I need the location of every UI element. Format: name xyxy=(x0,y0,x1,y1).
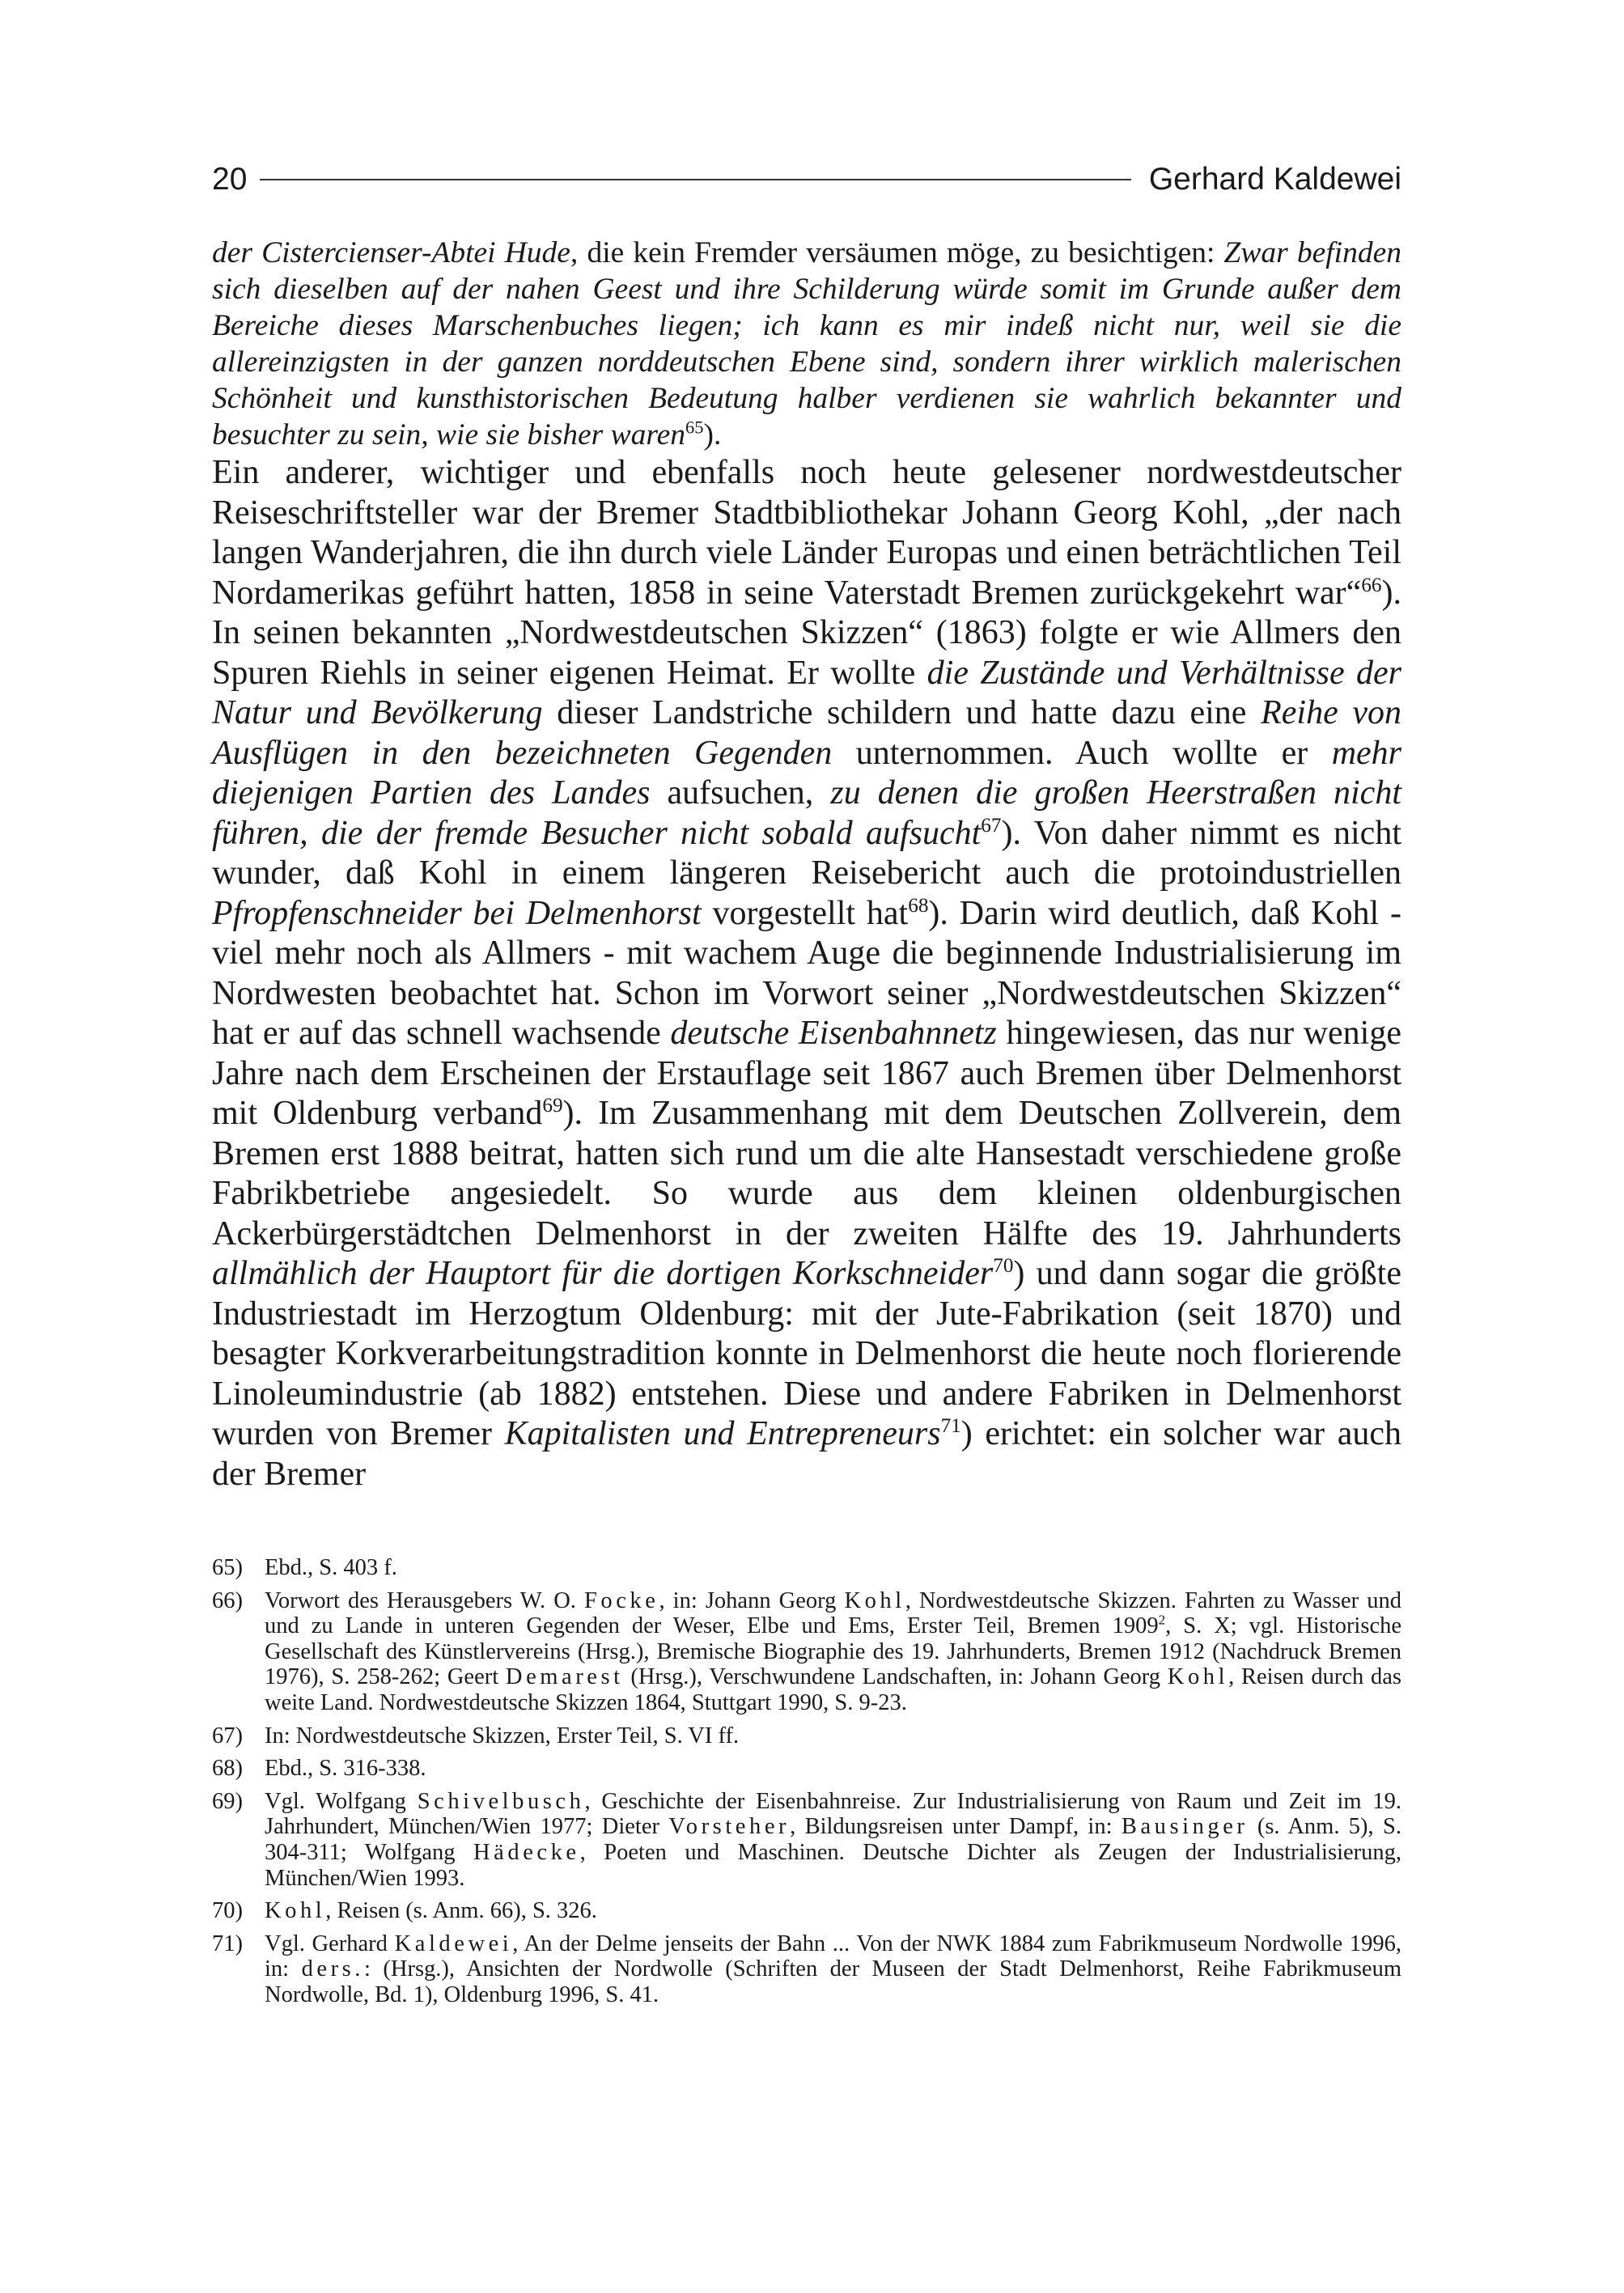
fn-run: Vorwort des Herausgebers W. O. xyxy=(265,1587,584,1613)
footnote-ref-67: 67 xyxy=(981,814,1002,837)
footnote-number: 65) xyxy=(212,1555,243,1580)
footnote-ref-66: 66 xyxy=(1361,574,1382,596)
fn-author-name: Hädecke xyxy=(473,1839,580,1865)
footnote-ref-68: 68 xyxy=(908,894,929,917)
italic-run: allmählich der Hauptort für die dortigen Korkschneider xyxy=(212,1255,994,1292)
footnote-70 xyxy=(212,1898,1401,1924)
fn-author-name: Vorsteher xyxy=(668,1814,791,1840)
fn-author-name: Bausinger xyxy=(1121,1814,1249,1840)
footnote-68 xyxy=(212,1756,1401,1782)
fn-author-name: Focke xyxy=(584,1587,659,1613)
footnote-ref-71: 71 xyxy=(940,1415,961,1437)
quote-text-4: ). xyxy=(703,418,722,451)
fn-author-name: Kaldewei xyxy=(394,1931,513,1956)
fn-run: , Reisen durch das weite Land. Nordwestdeutsche Skizzen 1864, Stuttgart 1990, S. 9-23. xyxy=(265,1664,1401,1715)
fn-author-name: Kohl xyxy=(265,1898,326,1924)
footnote-number: 70) xyxy=(212,1898,243,1924)
text-run: ). Im Zusammenhang mit dem Deutschen Zollverein, dem Bremen erst 1888 beitrat, hatten sich rund um die alte Hansestadt verschiedene große Fabrikbetriebe angesiedelt. So wurde aus dem kleinen oldenburgischen Ackerbürgerstädtchen Delmenhorst in der zweiten Hälfte des 19. Jahrhunderts xyxy=(212,1095,1401,1252)
footnote-66 xyxy=(212,1588,1401,1716)
footnote-67 xyxy=(212,1723,1401,1749)
fn-run: , Geschichte der Eisenbahnreise. Zur Industrialisierung von Raum und Zeit im 19. Jahrhundert, München/Wien 1977; Dieter xyxy=(265,1788,1401,1840)
quote-paragraph xyxy=(212,235,1401,453)
body-paragraph xyxy=(212,453,1401,1494)
italic-run: Reihe von Ausflügen in den bezeichneten Gegenden xyxy=(212,694,1402,772)
quote-text-2: die kein Fremder versäumen möge, zu besichtigen: xyxy=(578,236,1224,269)
italic-run: deutsche Eisenbahnnetz xyxy=(670,1015,997,1052)
footnote-69 xyxy=(212,1789,1401,1891)
footnote-ref-70: 70 xyxy=(993,1255,1014,1277)
fn-edition-sup: 2 xyxy=(1158,1612,1166,1628)
italic-run: Kapitalisten und Entrepreneurs xyxy=(504,1415,941,1452)
footnote-text xyxy=(265,1588,1401,1716)
footnote-ref-69: 69 xyxy=(542,1095,563,1117)
running-header xyxy=(212,162,1401,197)
fn-author-name: Kohl xyxy=(844,1587,905,1613)
footnote-65 xyxy=(212,1555,1401,1581)
italic-run: Pfropfenschneider bei Delmenhorst xyxy=(212,894,702,932)
text-run: aufsuchen, xyxy=(650,774,831,812)
main-text xyxy=(212,235,1401,1494)
fn-author-name: ders. xyxy=(301,1956,364,1982)
italic-run: die Zustände und Verhältnisse der Natur und Bevölkerung xyxy=(212,654,1401,731)
footnote-number: 69) xyxy=(212,1788,243,1814)
fn-run: (s. Anm. 5), S. 304-311; Wolfgang xyxy=(265,1814,1401,1865)
footnote-71 xyxy=(212,1931,1401,2008)
footnote-text xyxy=(265,1931,1401,2008)
footnote-text: Ebd., S. 403 f. xyxy=(265,1555,397,1580)
text-run: Ein anderer, wichtiger und ebenfalls noch heute gelesener nordwestdeutscher Reiseschriftsteller war der Bremer Stadtbibliothekar Johann Georg Kohl, „der nach langen Wanderjahren, die ihn durch viele Länder Europas und einen beträchtlichen Teil Nordamerikas geführt hatten, 1858 in seine Vaterstadt Bremen zurückgekehrt war“ xyxy=(212,454,1401,612)
fn-run: , S. X; vgl. Historische Gesellschaft des Künstlervereins (Hrsg.), Bremische Biographie des 19. Jahrhunderts, Bremen 1912 (Nachdruck Bremen 1976), S. 258-262; Geert xyxy=(265,1613,1401,1690)
fn-run: (Hrsg.), Verschwundene Landschaften, in: Johann Georg xyxy=(623,1664,1168,1690)
text-run: ). Von daher nimmt es nicht wunder, daß Kohl in einem längeren Reisebericht auch die protoindustriellen xyxy=(212,814,1401,892)
footnote-text: Ebd., S. 316-338. xyxy=(265,1756,426,1782)
italic-run: zu denen die großen Heerstraßen nicht führen, die der fremde Besucher nicht sobald aufsucht xyxy=(212,774,1401,852)
footnote-text: In: Nordwestdeutsche Skizzen, Erster Teil, S. VI ff. xyxy=(265,1723,740,1748)
quote-italic-3: Zwar befinden sich dieselben auf der nahen Geest und ihre Schilderung würde somit im Grunde außer dem Bereiche dieses Marschenbuches liegen; ich kann es mir indeß nicht nur, weil sie die allereinzigsten in der ganzen norddeutschen Ebene sind, sondern ihrer wirklich malerischen Schönheit und kunsthistorischen Bedeutung halber verdienen sie wahrlich bekannter und besuchter zu sein, wie sie bisher waren xyxy=(212,236,1401,451)
footnote-number: 68) xyxy=(212,1756,243,1782)
footnote-text xyxy=(265,1789,1401,1891)
fn-run: , Bildungsreisen unter Dampf, in: xyxy=(790,1814,1122,1840)
fn-author-name: Kohl xyxy=(1167,1664,1229,1690)
text-run: ) erichtet: ein solcher war auch der Bremer xyxy=(212,1415,1401,1493)
running-author: Gerhard Kaldewei xyxy=(1148,162,1401,197)
text-run: dieser Landstriche schildern und hatte dazu eine xyxy=(542,694,1261,731)
text-run: vorgestellt hat xyxy=(701,894,909,932)
fn-run: , An der Delme jenseits der Bahn ... Von der NWK 1884 zum Fabrikmuseum Nordwolle 1996, in: xyxy=(265,1931,1401,1982)
header-rule xyxy=(260,179,1130,180)
footnotes xyxy=(212,1555,1401,2015)
quote-italic-1: der Cistercienser-Abtei Hude, xyxy=(212,236,579,269)
text-run: unternommen. Auch wollte er xyxy=(832,734,1332,772)
italic-run: mehr diejenigen Partien des Landes xyxy=(212,734,1402,812)
footnote-number: 71) xyxy=(212,1931,243,1956)
text-run: ). Darin wird deutlich, daß Kohl - viel mehr noch als Allmers - mit wachem Auge die beginnende Industrialisierung im Nordwesten beobachtet hat. Schon im Vorwort seiner „Nordwestdeutschen Skizzen“ hat er auf das schnell wachsende xyxy=(212,894,1401,1052)
footnote-number: 67) xyxy=(212,1723,243,1748)
fn-run: Vgl. Wolfgang xyxy=(265,1788,418,1814)
footnote-number: 66) xyxy=(212,1587,243,1613)
text-run: ) und dann sogar die größte Industriestadt im Herzogtum Oldenburg: mit der Jute-Fabrikation (seit 1870) und besagter Korkverarbeitungstradition konnte in Delmenhorst die heute noch florierende Linoleumindustrie (ab 1882) entstehen. Diese und andere Fabriken in Delmenhorst wurden von Bremer xyxy=(212,1255,1401,1452)
fn-author-name: Schivelbusch xyxy=(417,1788,585,1814)
fn-run: , Nordwestdeutsche Skizzen. Fahrten zu Wasser und und zu Lande in unteren Gegenden der Weser, Elbe und Ems, Erster Teil, Bremen 1909 xyxy=(265,1587,1401,1639)
text-run: ). In seinen bekannten „Nordwestdeutschen Skizzen“ (1863) folgte er wie Allmers den Spuren Riehls in seiner eigenen Heimat. Er wollte xyxy=(212,574,1401,692)
footnote-text xyxy=(265,1898,1401,1924)
fn-run: : (Hrsg.), Ansichten der Nordwolle (Schriften der Museen der Stadt Delmenhorst, Reihe Fabrikmuseum Nordwolle, Bd. 1), Oldenburg 1996, S. 41. xyxy=(265,1956,1401,2007)
fn-run: , Poeten und Maschinen. Deutsche Dichter als Zeugen der Industrialisierung, München/Wien 1993. xyxy=(265,1839,1401,1891)
fn-run: Vgl. Gerhard xyxy=(265,1931,395,1956)
footnote-ref-65: 65 xyxy=(685,417,704,438)
fn-run: , Reisen (s. Anm. 66), S. 326. xyxy=(325,1898,597,1924)
page-number: 20 xyxy=(212,162,248,197)
fn-run: , in: Johann Georg xyxy=(659,1587,845,1613)
fn-author-name: Demarest xyxy=(505,1664,624,1690)
text-run: hingewiesen, das nur wenige Jahre nach dem Erscheinen der Erstauflage seit 1867 auch Bremen über Delmenhorst mit Oldenburg verband xyxy=(212,1015,1401,1132)
